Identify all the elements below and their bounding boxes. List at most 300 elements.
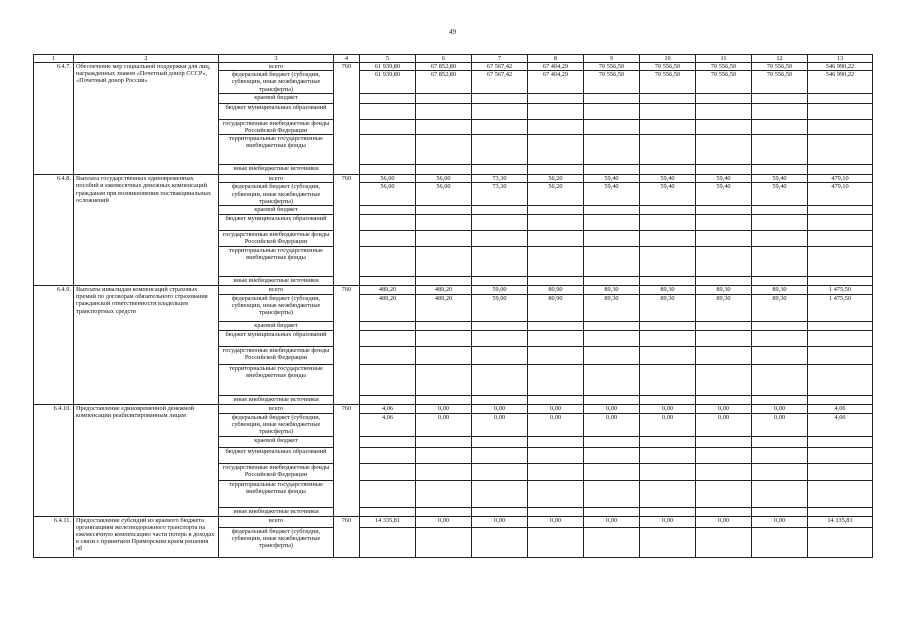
funding-source: федеральный бюджет (субсидии, субвенции, иные межбюджетные трансферты) [219,183,334,206]
amount-cell: 479,10 [808,175,873,183]
amount-cell [416,436,472,447]
amount-cell [808,215,873,231]
amount-cell: 61 939,80 [360,63,416,71]
amount-cell [696,527,752,557]
amount-cell [808,322,873,331]
amount-cell: 4,06 [808,414,873,437]
amount-cell [640,322,696,331]
amount-cell [808,365,873,396]
amount-cell [752,103,808,119]
amount-cell [416,231,472,247]
amount-cell [808,231,873,247]
amount-cell: 479,10 [808,183,873,206]
amount-cell: 70 556,50 [696,71,752,94]
amount-cell [584,347,640,365]
amount-cell [360,206,416,215]
amount-cell [416,93,472,103]
amount-cell: 59,40 [696,183,752,206]
amount-cell [808,480,873,507]
amount-cell [472,165,528,175]
amount-cell [752,396,808,405]
funding-source: государственные внебюджетные фонды Российской Федерации [219,119,334,134]
budget-code: 760 [334,63,360,175]
amount-cell [360,447,416,463]
amount-cell [752,119,808,134]
amount-cell [752,347,808,365]
amount-cell [808,347,873,365]
amount-cell [584,93,640,103]
table-row [34,63,873,71]
amount-cell [752,436,808,447]
amount-cell: 56,00 [360,175,416,183]
amount-cell: 89,30 [584,286,640,295]
amount-cell [696,135,752,165]
amount-cell [752,463,808,480]
amount-cell: 489,20 [360,295,416,322]
section-number: 6.4.7. [34,63,74,175]
amount-cell: 0,00 [472,516,528,527]
amount-cell: 59,00 [472,286,528,295]
amount-cell: 59,40 [584,175,640,183]
amount-cell [528,396,584,405]
amount-cell [416,347,472,365]
amount-cell [808,463,873,480]
amount-cell [808,119,873,134]
amount-cell [808,277,873,286]
amount-cell [640,365,696,396]
amount-cell [696,119,752,134]
section-name: Предоставление субсидий из краевого бюджета организациям железнодорожного транспорта на ежемесячную компенсацию части потерь в доходах в связи с принятием Приморским краем решения об [74,516,219,557]
amount-cell [752,93,808,103]
amount-cell [584,119,640,134]
amount-cell: 0,00 [584,516,640,527]
amount-cell [528,331,584,347]
amount-cell: 70 556,50 [640,71,696,94]
amount-cell [584,436,640,447]
amount-cell [528,527,584,557]
amount-cell [416,447,472,463]
amount-cell: 67 404,29 [528,63,584,71]
amount-cell [528,447,584,463]
amount-cell [696,165,752,175]
amount-cell [584,463,640,480]
amount-cell [416,119,472,134]
amount-cell [640,447,696,463]
amount-cell [640,396,696,405]
column-number-8: 8 [528,55,584,63]
funding-source: краевой бюджет [219,322,334,331]
amount-cell: 1 475,50 [808,295,873,322]
amount-cell [360,247,416,277]
amount-cell [808,103,873,119]
amount-cell [752,277,808,286]
amount-cell [416,206,472,215]
amount-cell [472,527,528,557]
amount-cell [752,365,808,396]
amount-cell [584,206,640,215]
amount-cell: 56,00 [416,175,472,183]
amount-cell [472,93,528,103]
amount-cell [640,215,696,231]
amount-cell: 489,20 [360,286,416,295]
column-number-9: 9 [584,55,640,63]
amount-cell [360,480,416,507]
table-row [34,516,873,527]
amount-cell [696,331,752,347]
funding-source: государственные внебюджетные фонды Российской Федерации [219,463,334,480]
column-number-3: 3 [219,55,334,63]
amount-cell [528,206,584,215]
funding-source: федеральный бюджет (субсидии, субвенции, иные межбюджетные трансферты) [219,527,334,557]
amount-cell: 70 556,50 [696,63,752,71]
amount-cell [584,331,640,347]
amount-cell [360,277,416,286]
column-number-5: 5 [360,55,416,63]
amount-cell: 59,40 [752,175,808,183]
table-row [34,175,873,183]
amount-cell [696,507,752,516]
amount-cell: 0,00 [640,405,696,414]
amount-cell: 80,90 [528,295,584,322]
amount-cell [360,331,416,347]
amount-cell [416,463,472,480]
amount-cell: 0,00 [416,516,472,527]
amount-cell [752,231,808,247]
amount-cell: 0,00 [696,516,752,527]
amount-cell [640,206,696,215]
amount-cell: 14 335,81 [808,516,873,527]
table-row [34,405,873,414]
amount-cell [416,507,472,516]
column-number-2: 2 [74,55,219,63]
amount-cell [416,527,472,557]
amount-cell: 4,06 [360,405,416,414]
amount-cell [808,135,873,165]
amount-cell: 546 990,22 [808,63,873,71]
amount-cell [528,463,584,480]
amount-cell [696,365,752,396]
amount-cell: 4,06 [360,414,416,437]
column-number-1: 1 [34,55,74,63]
amount-cell: 0,00 [752,516,808,527]
amount-cell: 489,20 [416,295,472,322]
amount-cell [640,507,696,516]
amount-cell [360,436,416,447]
amount-cell: 0,00 [528,516,584,527]
amount-cell: 56,00 [360,183,416,206]
amount-cell [752,215,808,231]
amount-cell: 0,00 [640,414,696,437]
funding-source: иные внебюджетные источники [219,277,334,286]
amount-cell: 89,30 [584,295,640,322]
amount-cell [752,247,808,277]
budget-code: 760 [334,516,360,557]
funding-source: территориальные государственные внебюджетные фонды [219,247,334,277]
amount-cell [808,507,873,516]
amount-cell [640,103,696,119]
amount-cell [416,480,472,507]
column-number-7: 7 [472,55,528,63]
amount-cell [360,322,416,331]
section-number: 6.4.8. [34,175,74,286]
amount-cell [472,480,528,507]
page-number: 49 [449,28,456,36]
amount-cell [696,247,752,277]
funding-source: бюджет муниципальных образований [219,215,334,231]
funding-source: всего [219,286,334,295]
amount-cell [752,527,808,557]
column-number-13: 13 [808,55,873,63]
funding-source: государственные внебюджетные фонды Российской Федерации [219,231,334,247]
amount-cell [416,247,472,277]
funding-source: всего [219,516,334,527]
amount-cell [640,247,696,277]
amount-cell [528,119,584,134]
amount-cell [472,135,528,165]
amount-cell: 70 556,50 [584,63,640,71]
amount-cell: 0,00 [416,414,472,437]
amount-cell: 70 556,50 [752,63,808,71]
amount-cell [360,365,416,396]
amount-cell [472,103,528,119]
funding-source: федеральный бюджет (субсидии, субвенции, иные межбюджетные трансферты) [219,414,334,437]
section-number: 6.4.9. [34,286,74,405]
amount-cell: 67 567,42 [472,63,528,71]
amount-cell [360,396,416,405]
amount-cell [640,463,696,480]
amount-cell [640,93,696,103]
column-number-4: 4 [334,55,360,63]
amount-cell [528,93,584,103]
budget-code: 760 [334,286,360,405]
table-row [34,286,873,295]
amount-cell [528,231,584,247]
amount-cell: 89,30 [640,295,696,322]
amount-cell [696,480,752,507]
amount-cell: 89,30 [640,286,696,295]
amount-cell [584,231,640,247]
amount-cell [640,135,696,165]
amount-cell [584,447,640,463]
column-number-11: 11 [696,55,752,63]
funding-source: иные внебюджетные источники [219,396,334,405]
amount-cell [416,103,472,119]
amount-cell [472,206,528,215]
amount-cell [472,447,528,463]
amount-cell: 67 567,42 [472,71,528,94]
funding-source: территориальные государственные внебюджетные фонды [219,480,334,507]
amount-cell [696,436,752,447]
amount-cell [528,277,584,286]
amount-cell [696,322,752,331]
column-number-12: 12 [752,55,808,63]
amount-cell [472,277,528,286]
amount-cell [696,103,752,119]
amount-cell [472,396,528,405]
amount-cell: 67 852,80 [416,63,472,71]
funding-source: всего [219,175,334,183]
amount-cell: 59,40 [752,183,808,206]
amount-cell [360,231,416,247]
amount-cell: 56,20 [528,175,584,183]
amount-cell [640,119,696,134]
amount-cell [472,231,528,247]
amount-cell [584,215,640,231]
amount-cell [584,135,640,165]
amount-cell [472,463,528,480]
amount-cell [640,277,696,286]
amount-cell: 1 475,50 [808,286,873,295]
amount-cell [528,347,584,365]
amount-cell [640,331,696,347]
amount-cell [584,527,640,557]
amount-cell [528,507,584,516]
amount-cell: 489,20 [416,286,472,295]
amount-cell: 89,30 [696,286,752,295]
amount-cell: 70 556,50 [584,71,640,94]
amount-cell [752,480,808,507]
amount-cell: 0,00 [696,405,752,414]
amount-cell [360,463,416,480]
amount-cell: 0,00 [640,516,696,527]
amount-cell [640,527,696,557]
amount-cell [472,347,528,365]
amount-cell: 61 939,80 [360,71,416,94]
amount-cell: 0,00 [752,414,808,437]
amount-cell [528,322,584,331]
funding-source: территориальные государственные внебюджетные фонды [219,365,334,396]
amount-cell [416,165,472,175]
section-name: Выплата государственных единовременных пособий и ежемесячных денежных компенсаций гражданам при возникновении поствакцинальных осложнений [74,175,219,286]
amount-cell [752,507,808,516]
amount-cell [528,247,584,277]
amount-cell [752,206,808,215]
funding-source: государственные внебюджетные фонды Российской Федерации [219,347,334,365]
amount-cell: 0,00 [584,405,640,414]
amount-cell [360,215,416,231]
funding-source: краевой бюджет [219,93,334,103]
amount-cell [528,215,584,231]
amount-cell [360,93,416,103]
amount-cell [696,277,752,286]
amount-cell [472,247,528,277]
amount-cell [472,119,528,134]
funding-source: всего [219,63,334,71]
amount-cell [696,206,752,215]
funding-source: бюджет муниципальных образований [219,103,334,119]
section-name: Обеспечение мер социальной поддержки для лиц, награжденных знаком «Почетный донор СССР», «Почетный донор России» [74,63,219,175]
amount-cell: 56,00 [416,183,472,206]
amount-cell: 89,30 [696,295,752,322]
amount-cell [696,347,752,365]
budget-table [33,54,873,558]
amount-cell [360,527,416,557]
amount-cell [808,436,873,447]
amount-cell [640,231,696,247]
section-number: 6.4.10. [34,405,74,517]
amount-cell [360,119,416,134]
amount-cell: 59,40 [640,183,696,206]
amount-cell [528,365,584,396]
amount-cell: 89,30 [752,295,808,322]
amount-cell: 14 335,81 [360,516,416,527]
amount-cell: 4,06 [808,405,873,414]
amount-cell [584,277,640,286]
amount-cell [528,436,584,447]
amount-cell [696,231,752,247]
amount-cell [640,480,696,507]
amount-cell: 59,00 [472,295,528,322]
amount-cell [416,322,472,331]
amount-cell [416,215,472,231]
amount-cell [416,277,472,286]
amount-cell [640,165,696,175]
amount-cell: 67 404,29 [528,71,584,94]
funding-source: бюджет муниципальных образований [219,447,334,463]
amount-cell: 0,00 [472,405,528,414]
amount-cell: 0,00 [696,414,752,437]
column-number-row [34,55,873,63]
amount-cell: 0,00 [472,414,528,437]
amount-cell [416,365,472,396]
funding-source: бюджет муниципальных образований [219,331,334,347]
amount-cell [416,135,472,165]
amount-cell [472,322,528,331]
amount-cell: 546 990,22 [808,71,873,94]
amount-cell [808,93,873,103]
amount-cell [696,93,752,103]
amount-cell [640,436,696,447]
amount-cell [528,480,584,507]
amount-cell [584,103,640,119]
amount-cell [472,215,528,231]
amount-cell [360,347,416,365]
amount-cell [808,247,873,277]
budget-code: 760 [334,405,360,517]
funding-source: территориальные государственные внебюджетные фонды [219,135,334,165]
amount-cell [752,331,808,347]
amount-cell: 67 852,80 [416,71,472,94]
section-name: Выплаты инвалидам компенсаций страховых премий по договорам обязательного страхования гражданской ответственности владельцев транспортных средств [74,286,219,405]
amount-cell: 70 556,50 [640,63,696,71]
amount-cell [640,347,696,365]
amount-cell [752,165,808,175]
amount-cell: 59,40 [584,183,640,206]
amount-cell [752,322,808,331]
funding-source: иные внебюджетные источники [219,507,334,516]
funding-source: краевой бюджет [219,206,334,215]
budget-code: 760 [334,175,360,286]
amount-cell [584,507,640,516]
amount-cell [416,331,472,347]
amount-cell [360,135,416,165]
amount-cell [696,215,752,231]
amount-cell [584,322,640,331]
funding-source: иные внебюджетные источники [219,165,334,175]
amount-cell: 59,40 [640,175,696,183]
amount-cell [696,396,752,405]
amount-cell: 73,30 [472,175,528,183]
amount-cell: 56,20 [528,183,584,206]
amount-cell: 0,00 [528,405,584,414]
amount-cell: 0,00 [528,414,584,437]
amount-cell [584,365,640,396]
amount-cell [472,365,528,396]
amount-cell [752,447,808,463]
amount-cell [584,480,640,507]
amount-cell [584,165,640,175]
section-name: Предоставление единовременной денежной компенсации реабилитированным лицам [74,405,219,517]
